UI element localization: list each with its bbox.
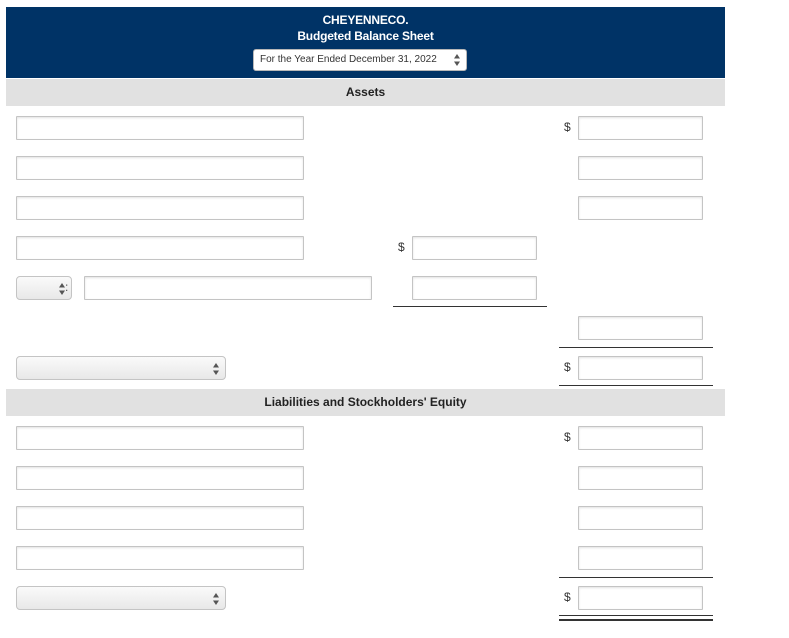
- asset-amount-input-2[interactable]: [578, 156, 703, 180]
- dollar-sign: $: [564, 120, 571, 134]
- period-select[interactable]: [253, 49, 467, 71]
- asset-amount-input-3[interactable]: [578, 196, 703, 220]
- asset-type-dropdown[interactable]: [16, 276, 72, 300]
- asset-label-input-5[interactable]: [84, 276, 372, 300]
- dollar-sign: $: [564, 430, 571, 444]
- dollar-sign: $: [564, 590, 571, 604]
- asset-subtotal-input[interactable]: [578, 316, 703, 340]
- statement-title: Budgeted Balance Sheet: [297, 29, 434, 43]
- up-down-arrows-icon: [454, 54, 460, 66]
- subtotal-rule: [393, 306, 547, 307]
- statement-header: [6, 7, 725, 78]
- liability-label-input-4[interactable]: [16, 546, 304, 570]
- total-liabilities-equity-input[interactable]: [578, 586, 703, 610]
- liabilities-section-header: Liabilities and Stockholders' Equity: [6, 389, 725, 416]
- liability-amount-input-4[interactable]: [578, 546, 703, 570]
- period-select-value: For the Year Ended December 31, 2022: [260, 54, 437, 65]
- asset-label-input-2[interactable]: [16, 156, 304, 180]
- liability-label-input-3[interactable]: [16, 506, 304, 530]
- assets-section-header: Assets: [6, 79, 725, 106]
- total-liabilities-label-dropdown[interactable]: [16, 586, 226, 610]
- company-name: CHEYENNECO.: [322, 13, 409, 27]
- liability-label-input-2[interactable]: [16, 466, 304, 490]
- total-double-rule: [559, 615, 713, 621]
- liability-amount-input-2[interactable]: [578, 466, 703, 490]
- dollar-sign: $: [564, 360, 571, 374]
- liability-label-input-1[interactable]: [16, 426, 304, 450]
- asset-amount-input-4[interactable]: [412, 236, 537, 260]
- asset-label-input-1[interactable]: [16, 116, 304, 140]
- total-assets-label-dropdown[interactable]: [16, 356, 226, 380]
- dollar-sign: $: [398, 240, 405, 254]
- subtotal-rule: [559, 577, 713, 578]
- asset-label-input-3[interactable]: [16, 196, 304, 220]
- asset-label-input-4[interactable]: [16, 236, 304, 260]
- liability-amount-input-3[interactable]: [578, 506, 703, 530]
- subtotal-rule: [559, 347, 713, 348]
- total-assets-input[interactable]: [578, 356, 703, 380]
- liability-amount-input-1[interactable]: [578, 426, 703, 450]
- colon-separator: :: [65, 280, 69, 294]
- asset-amount-input-1[interactable]: [578, 116, 703, 140]
- up-down-arrows-icon: [213, 363, 219, 375]
- up-down-arrows-icon: [213, 593, 219, 605]
- asset-amount-input-5[interactable]: [412, 276, 537, 300]
